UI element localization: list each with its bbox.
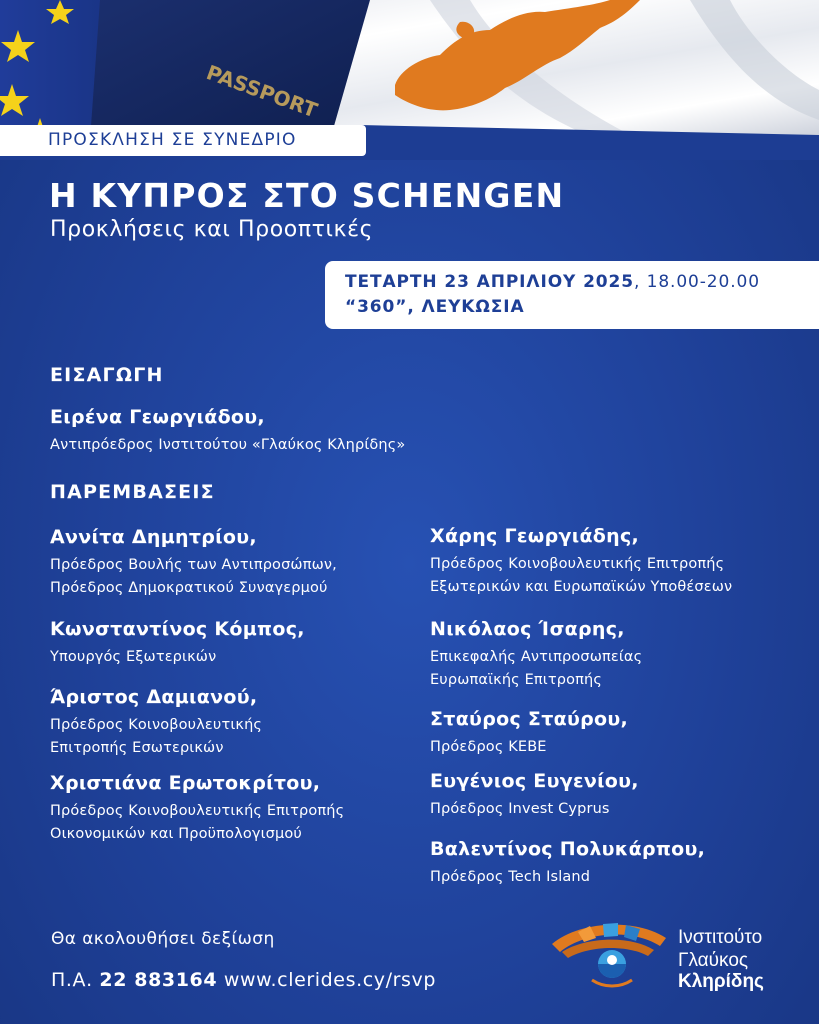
speaker-card — [430, 707, 628, 759]
speaker-role: Επικεφαλής Αντιπροσωπείας — [430, 649, 643, 665]
hero-image — [0, 0, 819, 140]
event-time: , 18.00-20.00 — [634, 272, 760, 292]
speaker-card — [50, 771, 344, 846]
event-details-box — [325, 261, 819, 329]
talks-heading: ΠΑΡΕΜΒΑΣΕΙΣ — [50, 481, 215, 503]
speaker-card — [50, 617, 305, 669]
speaker-role: Πρόεδρος Κοινοβουλευτικής — [50, 717, 263, 733]
speaker-role: Πρόεδρος Κοινοβουλευτικής Επιτροπής — [430, 556, 725, 572]
page-subtitle: Προκλήσεις και Προοπτικές — [50, 217, 374, 242]
speaker-name: Άριστος Δαμιανού, — [50, 686, 258, 708]
speaker-name: Βαλεντίνος Πολυκάρπου, — [430, 838, 706, 860]
eye-logo-icon — [548, 912, 678, 992]
speaker-role: Οικονομικών και Προϋπολογισμού — [50, 826, 302, 842]
passport-label: PASSPORT — [203, 60, 321, 123]
speaker-name: Ευγένιος Ευγενίου, — [430, 770, 639, 792]
speaker-card — [50, 685, 262, 760]
speaker-card — [430, 524, 732, 599]
speaker-name: Χάρης Γεωργιάδης, — [430, 525, 640, 547]
speaker-card — [430, 837, 705, 889]
speaker-name: Αννίτα Δημητρίου, — [50, 526, 257, 548]
speaker-role: Πρόεδρος ΚΕΒΕ — [430, 739, 547, 755]
speaker-name: Σταύρος Σταύρου, — [430, 708, 629, 730]
logo-line1: Ινστιτούτο — [678, 927, 763, 948]
event-date: ΤΕΤΑΡΤΗ 23 ΑΠΡΙΛΙΟΥ 2025 — [345, 272, 634, 292]
intro-heading: ΕΙΣΑΓΩΓΗ — [50, 364, 164, 386]
institute-logo — [548, 912, 788, 992]
speaker-role: Πρόεδρος Δημοκρατικού Συναγερμού — [50, 580, 328, 596]
reception-note: Θα ακολουθήσει δεξίωση — [51, 929, 275, 949]
speaker-role: Εξωτερικών και Ευρωπαϊκών Υποθέσεων — [430, 579, 733, 595]
speaker-name: Νικόλαος Ίσαρης, — [430, 618, 625, 640]
speaker-card — [430, 617, 642, 692]
rsvp-website[interactable]: www.clerides.cy/rsvp — [223, 969, 437, 991]
speaker-role: Ευρωπαϊκής Επιτροπής — [430, 672, 602, 688]
rsvp-phone[interactable]: 22 883164 — [99, 969, 218, 991]
logo-line2: Γλαύκος — [678, 950, 749, 971]
speaker-card — [50, 525, 337, 600]
speaker-name: Ειρένα Γεωργιάδου, — [50, 406, 265, 428]
intro-speaker — [50, 405, 405, 457]
speaker-card — [430, 769, 639, 821]
rsvp-prefix: Π.Α. — [51, 969, 93, 991]
speaker-role: Επιτροπής Εσωτερικών — [50, 740, 224, 756]
event-venue: “360”, ΛΕΥΚΩΣΙΑ — [345, 297, 525, 317]
logo-line3: Κληρίδης — [678, 971, 764, 992]
rsvp-line — [51, 969, 436, 991]
invitation-tag: ΠΡΟΣΚΛΗΣΗ ΣΕ ΣΥΝΕΔΡΙΟ — [0, 125, 366, 156]
speaker-name: Κωνσταντίνος Κόμπος, — [50, 618, 305, 640]
speaker-role: Πρόεδρος Βουλής των Αντιπροσώπων, — [50, 557, 337, 573]
page-title: Η ΚΥΠΡΟΣ ΣΤΟ SCHENGEN — [49, 176, 565, 215]
speaker-role: Πρόεδρος Invest Cyprus — [430, 801, 610, 817]
speaker-role: Υπουργός Εξωτερικών — [50, 649, 217, 665]
speaker-name: Χριστιάνα Ερωτοκρίτου, — [50, 772, 321, 794]
speaker-role: Πρόεδρος Κοινοβουλευτικής Επιτροπής — [50, 803, 345, 819]
speaker-role: Αντιπρόεδρος Ινστιτούτου «Γλαύκος Κληρίδης» — [50, 437, 406, 453]
speaker-role: Πρόεδρος Tech Island — [430, 869, 591, 885]
